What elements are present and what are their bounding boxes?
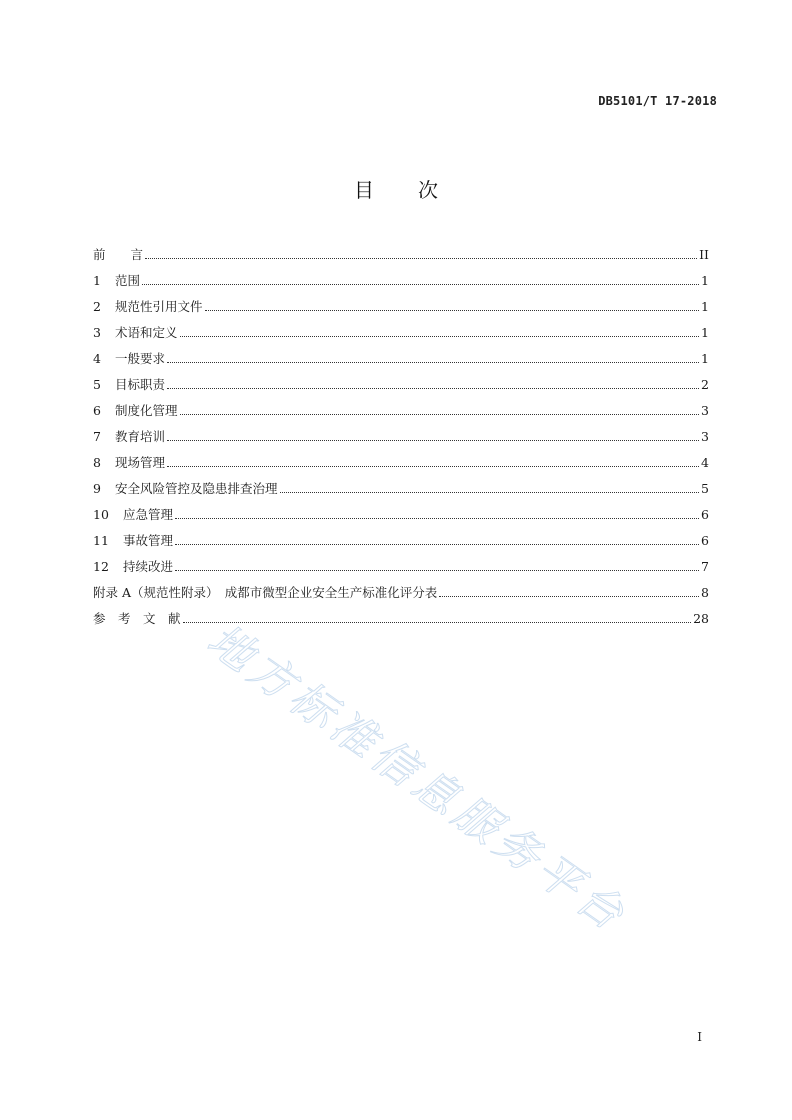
toc-entry-6[interactable]	[93, 394, 709, 420]
toc-entry-8[interactable]	[93, 446, 709, 472]
toc-entry-text: 术语和定义	[115, 325, 178, 340]
toc-entry-text: 制度化管理	[115, 403, 178, 418]
watermark: 地方标准信息服务平台	[198, 614, 637, 943]
toc-entry-10[interactable]	[93, 498, 709, 524]
toc-entry-3[interactable]	[93, 316, 709, 342]
dot-leader	[180, 413, 700, 415]
toc-list	[93, 238, 709, 628]
toc-entry-4[interactable]	[93, 342, 709, 368]
toc-entry-references[interactable]	[93, 602, 709, 628]
toc-entry-2[interactable]	[93, 290, 709, 316]
dot-leader	[205, 309, 700, 311]
toc-entry-5[interactable]	[93, 368, 709, 394]
toc-entry-preface[interactable]	[93, 238, 709, 264]
toc-entry-page: 3	[701, 403, 709, 418]
dot-leader	[175, 569, 699, 571]
dot-leader	[167, 465, 699, 467]
toc-entry-number: 12	[93, 559, 109, 574]
toc-entry-page: 28	[693, 611, 709, 626]
toc-entry-page: 4	[701, 455, 709, 470]
dot-leader	[167, 439, 699, 441]
dot-leader	[167, 361, 699, 363]
toc-entry-text: 参 考 文 献	[93, 611, 181, 626]
toc-entry-7[interactable]	[93, 420, 709, 446]
toc-entry-page: 5	[701, 481, 709, 496]
toc-entry-number: 1	[93, 273, 101, 288]
toc-entry-text: 一般要求	[115, 351, 166, 366]
dot-leader	[167, 387, 699, 389]
toc-entry-number: 7	[93, 429, 101, 444]
toc-entry-12[interactable]	[93, 550, 709, 576]
dot-leader	[183, 621, 692, 623]
document-code: DB5101/T 17-2018	[598, 94, 717, 108]
toc-entry-number: 3	[93, 325, 101, 340]
toc-entry-text: 规范性引用文件	[115, 299, 203, 314]
toc-entry-11[interactable]	[93, 524, 709, 550]
dot-leader	[280, 491, 700, 493]
toc-title-char-2: 次	[418, 178, 438, 202]
toc-title-char-1: 目	[354, 178, 374, 202]
toc-entry-page: 6	[701, 507, 709, 522]
toc-entry-page: II	[699, 247, 709, 262]
toc-entry-number: 9	[93, 481, 101, 496]
dot-leader	[145, 257, 697, 259]
dot-leader	[175, 543, 699, 545]
toc-entry-text: 持续改进	[123, 559, 174, 574]
toc-entry-text: 附录 A（规范性附录） 成都市微型企业安全生产标准化评分表	[93, 585, 438, 600]
dot-leader	[175, 517, 699, 519]
toc-entry-text: 现场管理	[115, 455, 166, 470]
toc-entry-number: 5	[93, 377, 101, 392]
page-number: I	[697, 1030, 702, 1044]
toc-entry-appendix-a[interactable]	[93, 576, 709, 602]
toc-entry-page: 1	[701, 299, 709, 314]
toc-entry-text: 应急管理	[123, 507, 174, 522]
toc-entry-number: 6	[93, 403, 101, 418]
toc-entry-text: 事故管理	[123, 533, 174, 548]
toc-entry-9[interactable]	[93, 472, 709, 498]
toc-entry-number: 10	[93, 507, 109, 522]
toc-entry-number: 4	[93, 351, 101, 366]
toc-entry-text: 范围	[115, 273, 141, 288]
toc-entry-text: 教育培训	[115, 429, 166, 444]
toc-entry-page: 6	[701, 533, 709, 548]
toc-entry-page: 1	[701, 273, 709, 288]
toc-entry-page: 2	[701, 377, 709, 392]
dot-leader	[180, 335, 700, 337]
toc-title	[0, 174, 792, 203]
dot-leader	[142, 283, 699, 285]
dot-leader	[439, 595, 699, 597]
toc-entry-number: 11	[93, 533, 109, 548]
toc-entry-page: 8	[701, 585, 709, 600]
toc-entry-page: 3	[701, 429, 709, 444]
toc-entry-1[interactable]	[93, 264, 709, 290]
toc-entry-text: 目标职责	[115, 377, 166, 392]
toc-entry-text: 安全风险管控及隐患排查治理	[115, 481, 278, 496]
toc-entry-page: 1	[701, 325, 709, 340]
toc-entry-page: 1	[701, 351, 709, 366]
toc-entry-number: 2	[93, 299, 101, 314]
toc-entry-page: 7	[701, 559, 709, 574]
toc-entry-text: 前 言	[93, 247, 144, 262]
toc-entry-number: 8	[93, 455, 101, 470]
